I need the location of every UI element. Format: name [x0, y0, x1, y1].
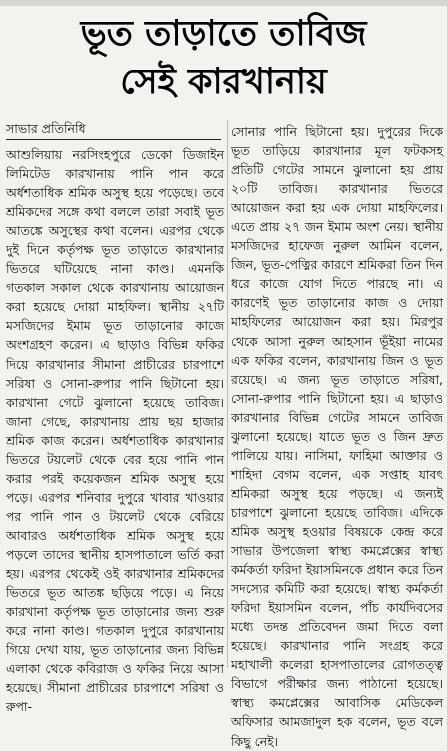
article-column-right	[231, 122, 443, 751]
byline: সাভার প্রতিনিধি	[6, 121, 86, 136]
top-shadow	[0, 0, 447, 6]
byline-rule	[6, 139, 221, 140]
headline	[0, 10, 447, 106]
paragraph: সোনার পানি ছিটানো হয়। দুপুরের দিকে ভূত তাড়িয়ে কারখানার মূল ফটকসহ প্রতিটি গেটের সামনে ঝুলানো হয় প্রায় ২০টি তাবিজ। কারখানার ভিতরে আয়োজন করা হয় এক দোয়া মাহফিলের। এতে প্রায় ২৭ জন ইমাম অংশ নেয়। স্থানীয় মসজিদের হাফেজ নুরুল আমিন বলেন, জিন, ভূত-পেত্নির কারণে শ্রমিকরা তিন দিন ধরে কাজে যোগ দিতে পারছে না। এ কারণেই ভূত তাড়ানোর কাজ ও দোয়া মাহফিলের আয়োজন করা হয়। মিরপুর থেকে আসা নুরুল আহসান ভূঁইয়া নামের এক ফকির বলেন, কারখানায় জিন ও ভূত রয়েছে। এ জন্য ভূত তাড়াতে সরিষা, সোনা-রুপার পানি ছিটানো হয়। এ ছাড়াও কারখানার বিভিন্ন গেটের সামনে তাবিজ ঝুলানো হয়েছে। যাতে ভূত ও জিন দ্রুত পালিয়ে যায়। নাসিমা, ফাহিমা আক্তার ও শাহিদা বেগম বলেন, এক সপ্তাহ যাবৎ শ্রমিকরা অসুস্থ হয়ে পড়ছে। এ জন্যই চারপাশে ঝুলানো হয়েছে তাবিজ। এদিকে শ্রমিক অসুস্থ হওয়ার বিষয়কে কেন্দ্র করে সাভার উপজেলা স্বাস্থ্য কমপ্লেক্সের স্বাস্থ্য কর্মকর্তা ফরিদা ইয়াসমিনকে প্রধান করে তিন সদস্যের কমিটি করা হয়েছে। স্বাস্থ্য কর্মকর্তা ফরিদা ইয়াসমিন বলেন, পাঁচ কার্যদিবসের মধ্যে তদন্ত প্রতিবেদন জমা দিতে বলা হয়েছে। কারখানার পানি সংগ্রহ করে মহাখালী কলেরা হাসপাতালের রোগতত্ত্ব বিভাগে পরীক্ষার জন্য পাঠানো হয়েছে। স্বাস্থ্য কমপ্লেক্সের আবাসিক মেডিকেল অফিসার আমজাদুল হক বলেন, ভূত বলে কিছু নেই।	[231, 124, 443, 749]
column-divider	[227, 120, 228, 668]
paragraph: আশুলিয়ায় নরসিংহপুরে ডেকো ডিজাইন লিমিটেড কারখানায় পানি পান করে অর্ধশতাধিক শ্রমিক অসুস্থ হয়ে পড়েছে। তবে শ্রমিকদের সঙ্গে কথা বললে তারা সবাই ভূত আতঙ্কে অসুস্থের কথা বলেন। এরপর থেকে দুই দিনে কর্তৃপক্ষ ভূত তাড়াতে কারখানার ভিতরে ঘটিয়েছে নানা কাণ্ড। এমনকি গতকাল সকাল থেকে কারখানায় আয়োজন করা হয়েছে দোয়া মাহফিল। স্থানীয় ২৭টি মসজিদের ইমাম ভূত তাড়ানোর কাজে অংশগ্রহণ করেন। এ ছাড়াও বিভিন্ন ফকির দিয়ে কারখানার সীমানা প্রাচীরের চারপাশে সরিষা ও সোনা-রুপার পানি ছিটানো হয়। কারখানা গেটে ঝুলানো হয়েছে তাবিজ। জানা গেছে, কারখানায় প্রায় ছয় হাজার শ্রমিক কাজ করেন। অর্ধশতাধিক কারখানার ভিতরে টয়লেট থেকে বের হয়ে পানি পান করার পরই কয়েকজন শ্রমিক অসুস্থ হয়ে পড়ে। এরপর শনিবার দুপুরে খাবার খাওয়ার পর পানি পান ও টয়লেট থেকে বেরিয়ে আবারও অর্ধশতাধিক শ্রমিক অসুস্থ হয়ে পড়লে তাদের স্থানীয় হাসপাতালে ভর্তি করা হয়। এরপর থেকেই ওই কারখানার শ্রমিকদের ভিতরে ভূত আতঙ্ক ছড়িয়ে পড়ে। এ নিয়ে কারখানা কর্তৃপক্ষ ভূত তাড়ানোর জন্য শুরু করে নানা কাণ্ড। গতকাল দুপুরে কারখানায় গিয়ে দেখা যায়, ভূত তাড়ানোর জন্য বিভিন্ন এলাকা থেকে কবিরাজ ও ফকির নিয়ে আসা হয়েছে। সীমানা প্রাচীরের চারপাশে সরিষা ও রুপা-	[6, 147, 224, 715]
headline-line-2: সেই কারখানায়	[120, 62, 327, 102]
headline-line-1: ভূত তাড়াতে তাবিজ	[80, 14, 367, 54]
article-column-left	[6, 145, 224, 716]
